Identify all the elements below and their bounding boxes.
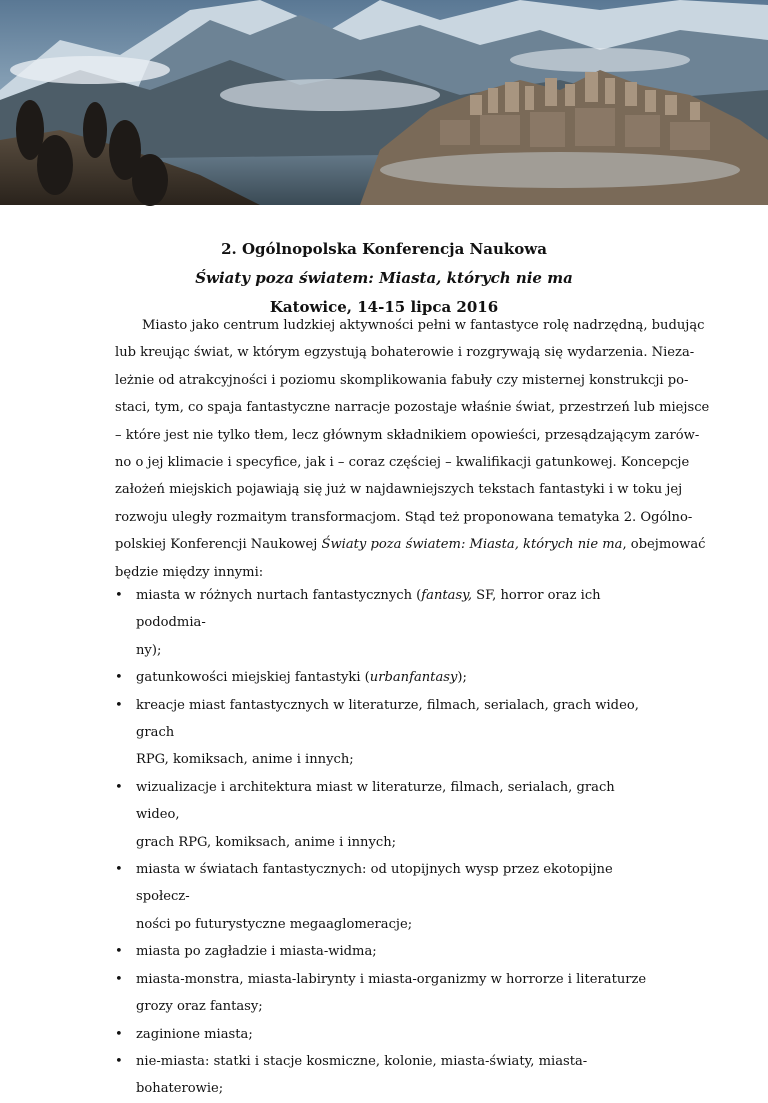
bullet: • [115, 944, 123, 960]
list-item-text: RPG, komiksach, anime i innych; [136, 752, 354, 768]
list-item-text: grozy oraz fantasy; [136, 999, 263, 1015]
topics-list [115, 582, 652, 1103]
list-item-text: miasta po zagładzie i miasta-widma; [136, 944, 377, 960]
list-item [115, 1021, 652, 1048]
list-item [115, 966, 652, 1021]
bullet: • [115, 862, 123, 878]
list-item [115, 774, 652, 856]
list-item-text: miasta w światach fantastycznych: od utopijnych wysp przez ekotopijne społecz- [136, 862, 613, 905]
list-item-text: miasta w różnych nurtach fantastycznych (fantasy, SF, horror oraz ich pododmia- [136, 588, 601, 631]
list-item-text: nie-miasta: statki i stacje kosmiczne, kolonie, miasta-światy, miasta-bohaterowie; [136, 1053, 588, 1097]
list-item-text: miasta-monstra, miasta-labirynty i miasta-organizmy w horrorze i literaturze [136, 971, 647, 987]
bullet: • [115, 1053, 123, 1069]
conference-header [0, 235, 768, 322]
intro-text: , obejmować [622, 537, 706, 553]
intro-line: – które jest nie tylko tłem, lecz głównym składnikiem opowieści, przesądzającym zarów- [115, 427, 700, 443]
list-item [115, 582, 652, 664]
list-item-text: wizualizacje i architektura miast w literaturze, filmach, serialach, grach wideo, [136, 779, 615, 823]
intro-paragraph [115, 312, 710, 586]
bullet: • [115, 779, 123, 795]
list-item [115, 664, 652, 691]
bullet: • [115, 697, 123, 713]
conference-date-place: Katowice, 14-15 lipca 2016 [269, 298, 499, 316]
intro-text: polskiej Konferencji Naukowej [115, 537, 322, 553]
list-item-text: ności po futurystyczne megaaglomeracje; [136, 916, 413, 932]
list-item [115, 856, 652, 938]
intro-line: rozwoju uległy rozmaitym transformacjom. Stąd też proponowana tematyka 2. Ogólno- [115, 509, 693, 525]
list-item-text: grach RPG, komiksach, anime i innych; [136, 834, 397, 850]
bullet: • [115, 1026, 123, 1042]
intro-line: lub kreując świat, w którym egzystują bohaterowie i rozgrywają się wydarzenia. Nieza- [115, 345, 695, 361]
intro-line: założeń miejskich pojawiają się już w najdawniejszych tekstach fantastyki i w toku jej [115, 482, 683, 498]
intro-line: Miasto jako centrum ludzkiej aktywności pełni w fantastyce rolę nadrzędną, budując [142, 318, 705, 333]
list-item-text: ny); [136, 642, 162, 658]
conference-title: 2. Ogólnopolska Konferencja Naukowa [221, 240, 547, 258]
intro-line: będzie między innymi: [115, 564, 264, 580]
bullet: • [115, 670, 123, 686]
intro-line: no o jej klimacie i specyfice, jak i – coraz częściej – kwalifikacji gatunkowej. Koncepcje [115, 454, 690, 470]
conference-subtitle: Światy poza światem: Miasta, których nie ma [195, 269, 573, 287]
list-item-text: zaginione miasta; [136, 1026, 253, 1042]
list-item-text: kreacje miast fantastycznych w literaturze, filmach, serialach, grach wideo, grach [136, 697, 639, 741]
banner-image [0, 0, 768, 205]
list-item [115, 938, 652, 965]
list-item [115, 692, 652, 774]
intro-line: staci, tym, co spaja fantastyczne narracje pozostaje właśnie świat, przestrzeń lub miejsce [115, 400, 710, 416]
intro-line: leżnie od atrakcyjności i poziomu skomplikowania fabuły czy misternej konstrukcji po- [115, 372, 689, 388]
list-item-text: gatunkowości miejskiej fantastyki (urbanfantasy); [136, 670, 467, 686]
bullet: • [115, 971, 123, 987]
list-item [115, 1048, 652, 1103]
intro-line [115, 531, 706, 558]
bullet: • [115, 588, 123, 603]
intro-title-ref: Światy poza światem: Miasta, których nie ma [321, 537, 623, 553]
